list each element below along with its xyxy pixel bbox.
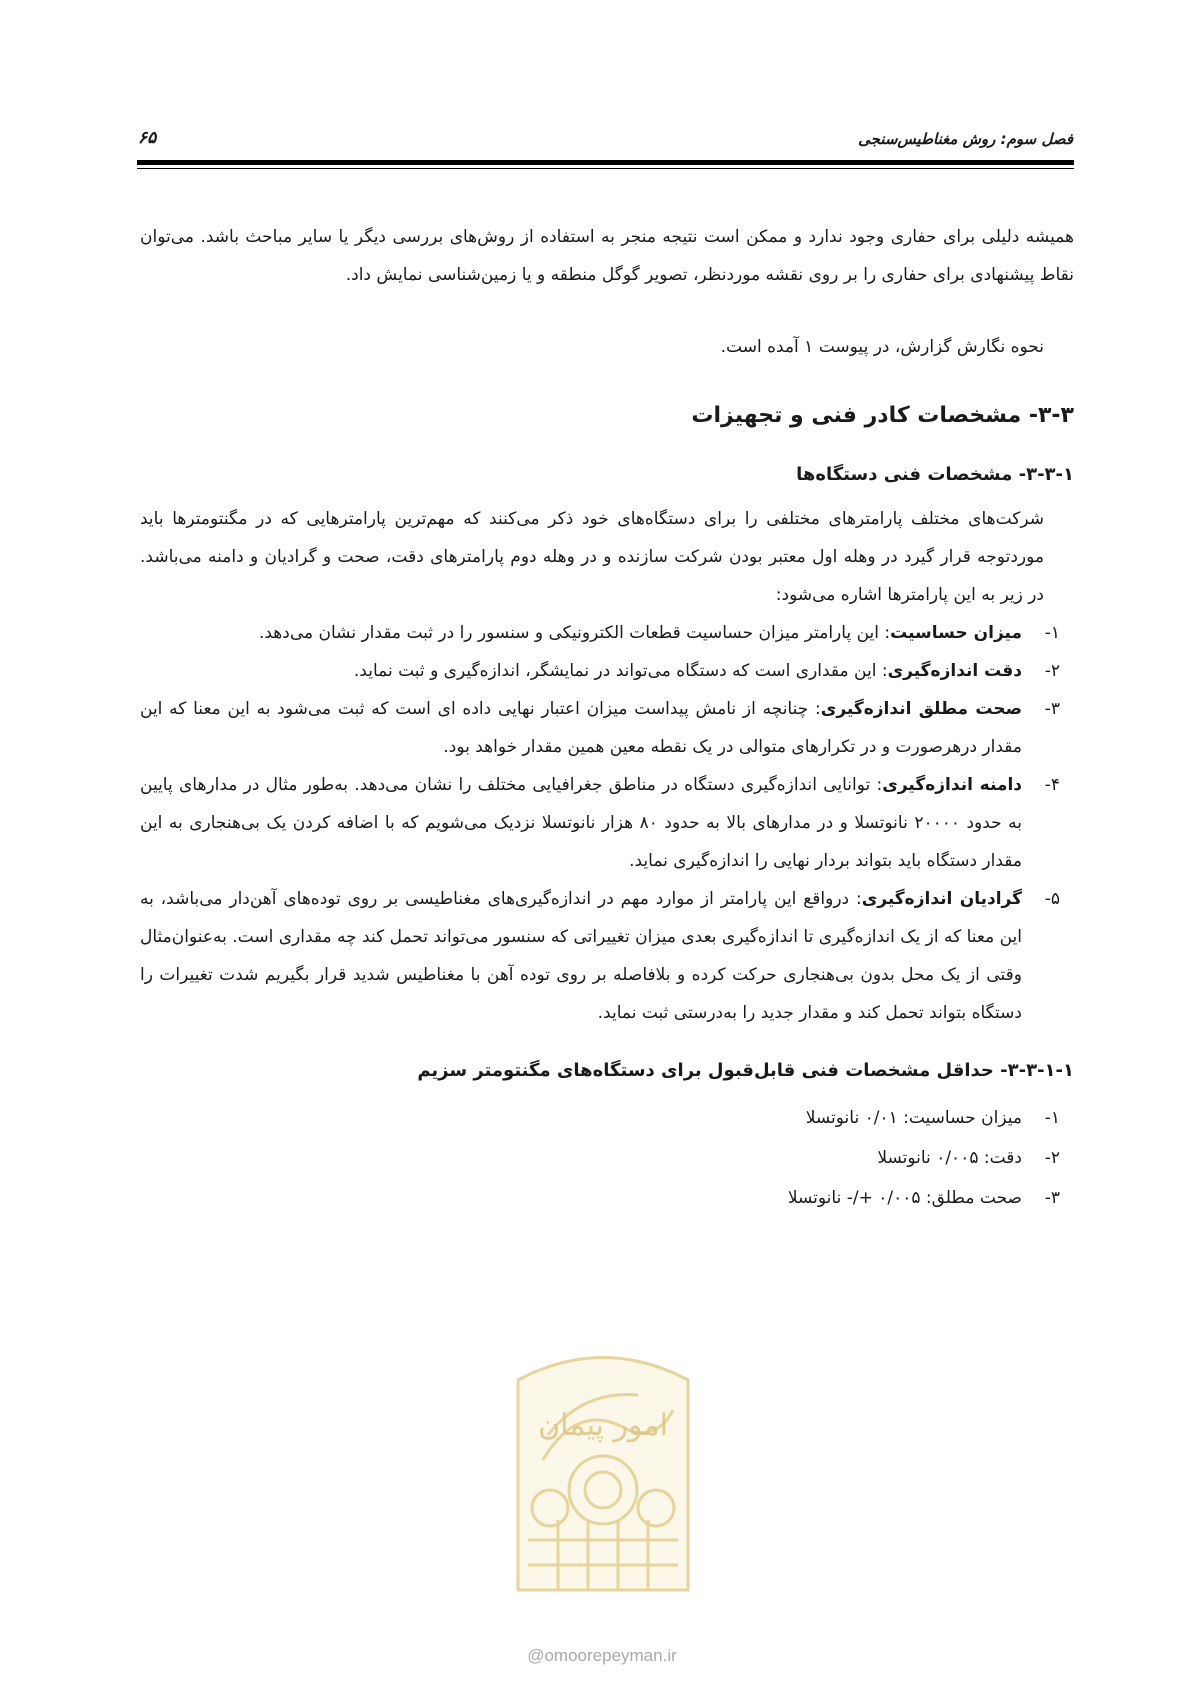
- spec-text: صحت مطلق: ۰/۰۰۵ +/- نانوتسلا: [787, 1188, 1022, 1208]
- spec-text: میزان حساسیت: ۰/۰۱ نانوتسلا: [805, 1108, 1022, 1128]
- list-item: [140, 652, 1074, 690]
- min-spec-list: [140, 1098, 1074, 1218]
- page-number: ۶۵: [138, 128, 157, 148]
- section-heading: ۳-۳- مشخصات کادر فنی و تجهیزات: [691, 403, 1074, 428]
- watermark-logo: [488, 1340, 718, 1620]
- spec-text: دقت: ۰/۰۰۵ نانوتسلا: [877, 1148, 1022, 1168]
- list-number: ۲-: [1044, 1148, 1060, 1168]
- parameter-term: دقت اندازه‌گیری: [887, 661, 1022, 681]
- list-number: ۳-: [1044, 1188, 1060, 1208]
- parameter-text: : درواقع این پارامتر از موارد مهم در اندازه‌گیری‌های مغناطیسی بر روی توده‌های آهن‌دار می‌باشد، به این معنا که از یک اندازه‌گیری تا اندازه‌گیری بعدی میزان تغییراتی که سنسور می‌تواند تحمل کند چه مقداری است. به‌عنوان‌مثال وقتی از یک محل بدون بی‌هنجاری حرکت کرده و بلافاصله بر روی توده آهن با مغناطیس شدید قرار بگیریم شدت تغییرات را دستگاه بتواند تحمل کند و مقدار جدید را به‌درستی ثبت نماید.: [139, 889, 1022, 1023]
- list-number: ۱-: [1044, 623, 1060, 643]
- parameter-text: : این پارامتر میزان حساسیت قطعات الکترونیکی و سنسور را در ثبت مقدار نشان می‌دهد.: [258, 623, 891, 643]
- list-item: [140, 614, 1074, 652]
- list-number: ۱-: [1044, 1108, 1060, 1128]
- parameter-term: میزان حساسیت: [890, 623, 1022, 643]
- parameter-term: گرادیان اندازه‌گیری: [861, 889, 1023, 909]
- parameter-list: [140, 614, 1074, 1032]
- subsection-paragraph: شرکت‌های مختلف پارامترهای مختلفی را برای دستگاه‌های خود ذکر می‌کنند که مهم‌ترین پارامترهایی که در مگنتومترها باید موردتوجه قرار گیرد در وهله اول معتبر بودن شرکت سازنده و در وهله دوم پارامترهای دقت، صحت و گرادیان و دامنه می‌باشد. در زیر به این پارامترها اشاره می‌شود:: [140, 509, 1044, 605]
- intro-paragraph: همیشه دلیلی برای حفاری وجود ندارد و ممکن است نتیجه منجر به استفاده از روش‌های بررسی دیگر یا سایر مباحث باشد. می‌توان نقاط پیشنهادی برای حفاری را بر روی نقشه موردنظر، تصویر گوگل منطقه و یا زمین‌شناسی نمایش داد.: [140, 227, 1074, 285]
- subsubsection-heading: ۳-۳-۱-۱- حداقل مشخصات فنی قابل‌قبول برای دستگاه‌های مگنتومتر سزیم: [417, 1060, 1074, 1081]
- watermark-site: @omoorepeyman.ir: [527, 1646, 677, 1665]
- list-item: [140, 880, 1074, 1032]
- parameter-text: : این مقداری است که دستگاه می‌تواند در نمایشگر، اندازه‌گیری و ثبت نماید.: [353, 661, 888, 681]
- list-item: [140, 1138, 1074, 1178]
- list-item: [140, 766, 1074, 880]
- list-item: [140, 1178, 1074, 1218]
- parameter-term: دامنه اندازه‌گیری: [882, 775, 1023, 795]
- page-content: [140, 218, 1074, 1218]
- report-note-paragraph: نحوه نگارش گزارش، در پیوست ۱ آمده است.: [720, 337, 1044, 357]
- watermark-logo-text: امور پیمان: [538, 1408, 668, 1443]
- list-number: ۴-: [1044, 775, 1060, 795]
- list-number: ۵-: [1044, 889, 1060, 909]
- list-item: [140, 1098, 1074, 1138]
- parameter-text: : توانایی اندازه‌گیری دستگاه در مناطق جغرافیایی مختلف را نشان می‌دهد. به‌طور مثال در مدارهای پایین به حدود ۲۰۰۰۰ نانوتسلا و در مدارهای بالا به حدود ۸۰ هزار نانوتسلا نزدیک می‌شویم که با اضافه کردن یک بی‌هنجاری به این مقدار دستگاه باید بتواند بردار نهایی را اندازه‌گیری نماید.: [140, 775, 1022, 871]
- list-item: [140, 690, 1074, 766]
- list-number: ۳-: [1044, 699, 1060, 719]
- chapter-title: فصل سوم: روش مغناطیس‌سنجی: [858, 130, 1073, 148]
- header-rule-thick: [137, 160, 1074, 165]
- header-rule-thin: [137, 168, 1074, 169]
- subsection-heading: ۳-۳-۱- مشخصات فنی دستگاه‌ها: [796, 464, 1074, 485]
- parameter-term: صحت مطلق اندازه‌گیری: [820, 699, 1022, 719]
- parameter-text: : چنانچه از نامش پیداست میزان اعتبار نهایی داده ای است که ثبت می‌شود به این معنا که این مقدار درهرصورت و در تکرارهای متوالی در یک نقطه معین همین مقدار خواهد بود.: [140, 699, 1022, 757]
- list-number: ۲-: [1044, 661, 1060, 681]
